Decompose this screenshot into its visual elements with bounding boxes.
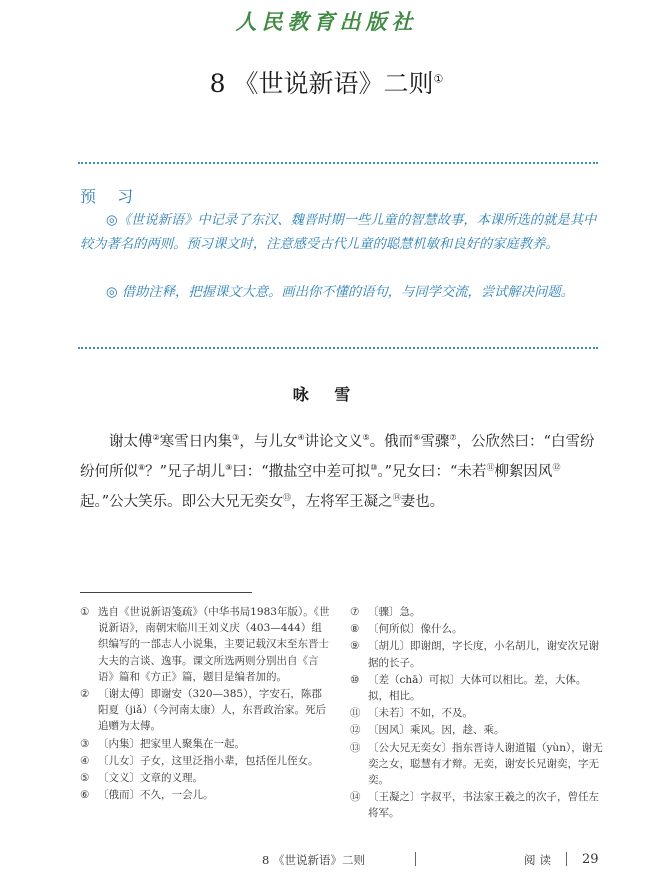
lesson-number: 8 (209, 69, 226, 98)
footnote-item (350, 672, 605, 704)
footnote-text: 〔儿女〕子女，这里泛指小辈，包括侄儿侄女。 (98, 754, 319, 767)
text-segment: 。”兄女曰：“未若 (377, 463, 487, 480)
footnote-number: ⑬ (350, 741, 361, 754)
lesson-title (0, 64, 653, 100)
footnote-text: 〔俄而〕不久，一会儿。 (98, 789, 214, 802)
footnote-number: ① (80, 606, 90, 618)
footnote-number: ⑥ (80, 789, 90, 802)
preview-heading: 预 习 (80, 187, 142, 206)
footnote-item (350, 621, 605, 637)
footnote-text: 〔骤〕急。 (368, 606, 421, 618)
footnote-item (350, 789, 605, 821)
footer-section-label: 阅读 (524, 853, 555, 867)
footnote-text: 〔王凝之〕字叔平，书法家王羲之的次子，曾任左将军。 (368, 791, 599, 820)
footnote-text: 〔文义〕文章的义理。 (98, 772, 203, 785)
footnote-item (350, 604, 605, 620)
footnote-text: 〔公大兄无奕女〕指东晋诗人谢道韫（yùn），谢无奕之女，聪慧有才辩。无奕，谢安长兄谢奕，字无奕。 (368, 741, 603, 787)
footnote-item (80, 787, 330, 803)
footnote-marker: ⑬ (283, 492, 292, 502)
footnote-text: 〔差（chā）可拟〕大体可以相比。差，大体。拟，相比。 (368, 673, 587, 703)
footnote-number: ④ (80, 754, 90, 767)
footnote-text: 〔胡儿〕即谢朗，字长度，小名胡儿，谢安次兄谢据的长子。 (368, 640, 599, 669)
footnote-rule (80, 592, 252, 593)
footer-lesson-label: 8 《世说新语》二则 (262, 853, 365, 867)
footnote-item (80, 753, 330, 769)
footnote-marker: ⑦ (449, 433, 457, 442)
footnote-marker: ⑫ (552, 462, 561, 472)
publisher-logo: 人民教育出版社 (235, 9, 418, 34)
text-segment: ？”兄子胡儿 (145, 463, 226, 480)
text-segment: ，左将军王凝之 (291, 493, 393, 510)
footnote-text: 〔未若〕不如，不及。 (368, 707, 473, 720)
footnotes-left-column (80, 604, 330, 804)
footnote-marker: ② (152, 433, 160, 442)
footnote-text: 选自《世说新语笺疏》（中华书局1983年版）。《世说新语》，南朝宋临川王刘义庆（403—444）组织编写的一部志人小说集，主要记载汉末至东晋士大夫的言谈、逸事。课文所选两则分别出自《言语》篇和《方正》篇，题目是编者加的。 (98, 606, 330, 683)
footnote-item (80, 770, 330, 786)
text-segment: 妻也。 (400, 493, 445, 510)
divider-top (78, 162, 598, 164)
footnote-marker: ⑩ (370, 462, 378, 472)
lesson-title-footnote-mark: ① (433, 72, 444, 86)
footnote-item (350, 705, 605, 721)
text-segment: 讲论文义 (304, 433, 363, 450)
footnote-number: ③ (80, 737, 90, 750)
text-segment: 曰：“撒盐空中差可拟 (232, 463, 371, 480)
footnote-number: ⑨ (350, 640, 360, 653)
divider-bottom (78, 347, 598, 349)
footnote-number: ⑩ (350, 673, 360, 686)
text-segment: 寒雪日内集 (159, 433, 233, 450)
footnote-number: ⑪ (350, 707, 361, 720)
text-segment: ，公欣然曰：“白雪纷纷何所似 (80, 433, 595, 480)
footnote-item (80, 686, 330, 735)
preview-paragraph: ◎ 借助注释，把握课文大意。画出你不懂的语句，与同学交流，尝试解决问题。 (106, 285, 574, 300)
footnote-text: 〔谢太傅〕即谢安（320—385），字安石，陈郡阳夏（jiǎ）（今河南太康）人，东晋政治家。死后追赠为太傅。 (98, 688, 327, 733)
footnote-number: ⑭ (350, 791, 361, 804)
footnote-item (350, 722, 605, 738)
text-title: 咏 雪 (292, 385, 361, 404)
main-text (80, 425, 604, 514)
footnote-marker: ③ (232, 433, 240, 442)
footnote-text: 〔何所似〕像什么。 (368, 623, 463, 636)
footnote-item (80, 604, 330, 685)
footnote-text: 〔内集〕把家里人聚集在一起。 (98, 737, 245, 750)
footnote-item (80, 736, 330, 752)
footnote-marker: ⑥ (413, 433, 421, 442)
text-segment: 柳絮因风 (494, 463, 553, 480)
footnote-marker: ⑭ (392, 492, 401, 502)
footnote-number: ② (80, 688, 90, 701)
lesson-title-text: 《世说新语》二则 (233, 69, 434, 98)
footer-separator (566, 852, 567, 866)
footnote-number: ⑧ (350, 623, 360, 636)
text-segment: ，与儿女 (239, 433, 298, 450)
footnote-item (350, 740, 605, 789)
text-segment: 雪骤 (420, 433, 450, 450)
footnote-marker: ⑤ (362, 433, 370, 442)
text-segment: 起。”公大笑乐。即公大兄无奕女 (80, 493, 284, 510)
text-segment: 谢太傅 (109, 433, 153, 450)
footnote-number: ⑤ (80, 772, 90, 785)
footnote-number: ⑦ (350, 606, 360, 618)
footer-separator (415, 852, 416, 866)
footnote-item (350, 638, 605, 670)
text-segment: 。俄而 (369, 433, 414, 450)
page-number: 29 (582, 852, 599, 867)
footnote-marker: ⑪ (486, 462, 495, 472)
footnote-marker: ⑧ (138, 462, 146, 472)
preview-paragraph: ◎《世说新语》中记录了东汉、魏晋时期一些儿童的智慧故事，本课所选的就是其中较为著名的两则。预习课文时，注意感受古代儿童的聪慧机敏和良好的家庭教养。 (80, 213, 597, 252)
footnote-text: 〔因风〕乘风。因，趁、乘。 (368, 724, 505, 737)
footnote-marker: ⑨ (225, 462, 233, 472)
footnote-marker: ④ (297, 433, 305, 442)
footnotes-right-column (350, 604, 605, 823)
footnote-number: ⑫ (350, 724, 361, 737)
